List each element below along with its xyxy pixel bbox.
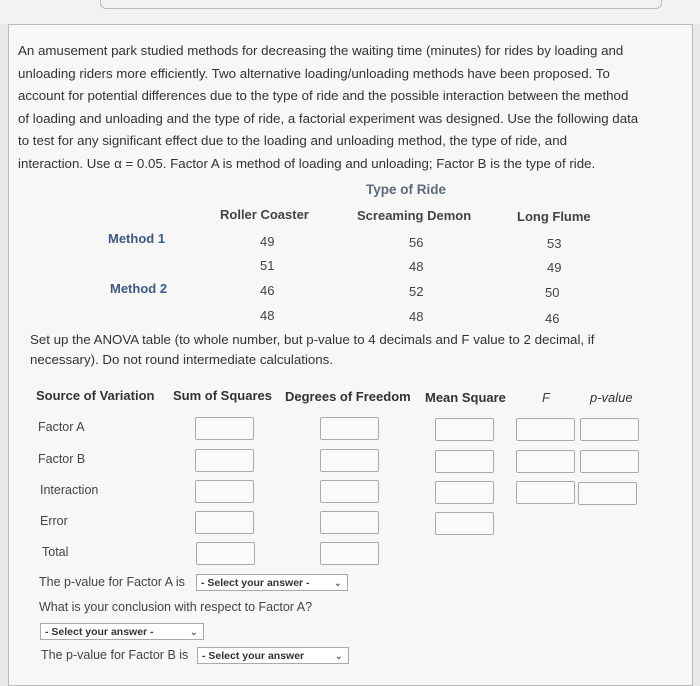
instructions-text: [30, 330, 594, 370]
anova-header-f: F: [542, 390, 550, 405]
factor-b-pvalue-select[interactable]: [197, 647, 349, 664]
column-header-roller-coaster: Roller Coaster: [220, 207, 309, 222]
interaction-df-input[interactable]: [320, 480, 379, 503]
column-header-long-flume: Long Flume: [517, 209, 591, 224]
anova-row-factor-b: Factor B: [38, 452, 86, 466]
chevron-down-icon: ⌄: [334, 651, 343, 662]
instructions-line: necessary). Do not round intermediate calculations.: [30, 352, 334, 367]
data-cell: 48: [409, 309, 424, 324]
anova-header-source: Source of Variation: [36, 388, 155, 403]
interaction-pvalue-input[interactable]: [578, 482, 637, 505]
data-cell: 48: [409, 259, 424, 274]
factor-b-ms-input[interactable]: [435, 450, 494, 473]
factor-a-pvalue-select[interactable]: [196, 574, 348, 591]
problem-line: of loading and unloading and the type of ride, a factorial experiment was designed. Use the following data: [18, 110, 639, 126]
select-value: - Select your answer: [202, 650, 305, 662]
factor-a-conclusion-select[interactable]: [40, 623, 204, 640]
factor-b-df-input[interactable]: [320, 449, 379, 472]
interaction-f-input[interactable]: [516, 481, 575, 504]
chevron-down-icon: ⌄: [189, 627, 198, 638]
factor-a-df-input[interactable]: [320, 417, 379, 440]
instructions-line: Set up the ANOVA table (to whole number, but p-value to 4 decimals and F value to 2 decimal, if: [30, 332, 595, 347]
data-cell: 50: [545, 285, 560, 300]
factor-a-pvalue-input[interactable]: [580, 418, 639, 441]
data-cell: 48: [260, 308, 275, 323]
select-value: - Select your answer -: [45, 626, 154, 638]
anova-row-interaction: Interaction: [40, 483, 99, 497]
total-df-input[interactable]: [320, 542, 379, 565]
error-ss-input[interactable]: [195, 511, 254, 534]
factor-b-f-input[interactable]: [516, 450, 575, 473]
factor-a-f-input[interactable]: [516, 418, 575, 441]
interaction-ms-input[interactable]: [435, 481, 494, 504]
factor-b-ss-input[interactable]: [195, 449, 254, 472]
data-cell: 52: [409, 284, 424, 299]
q2-label: What is your conclusion with respect to Factor A?: [39, 600, 313, 614]
problem-text: [18, 40, 668, 176]
problem-line: account for potential differences due to the type of ride and the possible interaction between the method: [18, 88, 629, 104]
data-cell: 46: [545, 311, 560, 326]
problem-line: to test for any significant effect due to the loading and unloading method, the type of ride, and: [18, 133, 567, 149]
interaction-ss-input[interactable]: [195, 480, 254, 503]
type-of-ride-heading: Type of Ride: [366, 182, 447, 197]
anova-header-ms: Mean Square: [425, 390, 506, 405]
error-ms-input[interactable]: [435, 512, 494, 535]
factor-a-ms-input[interactable]: [435, 418, 494, 441]
anova-header-pvalue: p-value: [590, 390, 633, 405]
anova-header-ss: Sum of Squares: [173, 388, 272, 403]
anova-row-error: Error: [40, 514, 68, 528]
problem-line: unloading riders more efficiently. Two alternative loading/unloading methods have been proposed. To: [18, 65, 610, 81]
column-header-screaming-demon: Screaming Demon: [357, 208, 472, 223]
error-df-input[interactable]: [320, 511, 379, 534]
data-cell: 53: [547, 236, 562, 251]
q3-label: The p-value for Factor B is: [41, 648, 189, 662]
anova-row-total: Total: [42, 545, 69, 559]
anova-row-factor-a: Factor A: [38, 420, 85, 434]
row-label-method-2: Method 2: [110, 281, 168, 296]
factor-a-ss-input[interactable]: [195, 417, 254, 440]
total-ss-input[interactable]: [196, 542, 255, 565]
data-cell: 49: [547, 260, 562, 275]
factor-b-pvalue-input[interactable]: [580, 450, 639, 473]
chevron-down-icon: ⌄: [333, 578, 342, 589]
problem-line: An amusement park studied methods for decreasing the waiting time (minutes) for rides by loading and: [18, 43, 624, 58]
data-cell: 49: [260, 234, 275, 249]
anova-header-df: Degrees of Freedom: [285, 389, 411, 404]
frame-decoration: [100, 0, 662, 9]
select-value: - Select your answer -: [201, 577, 310, 589]
data-cell: 56: [409, 235, 424, 250]
q1-label: The p-value for Factor A is: [39, 575, 185, 589]
data-cell: 51: [260, 258, 275, 273]
row-label-method-1: Method 1: [108, 231, 166, 246]
data-cell: 46: [260, 283, 275, 298]
browser-frame-top: [0, 0, 700, 24]
problem-line: interaction. Use α = 0.05. Factor A is method of loading and unloading; Factor B is the type of ride.: [18, 155, 596, 171]
